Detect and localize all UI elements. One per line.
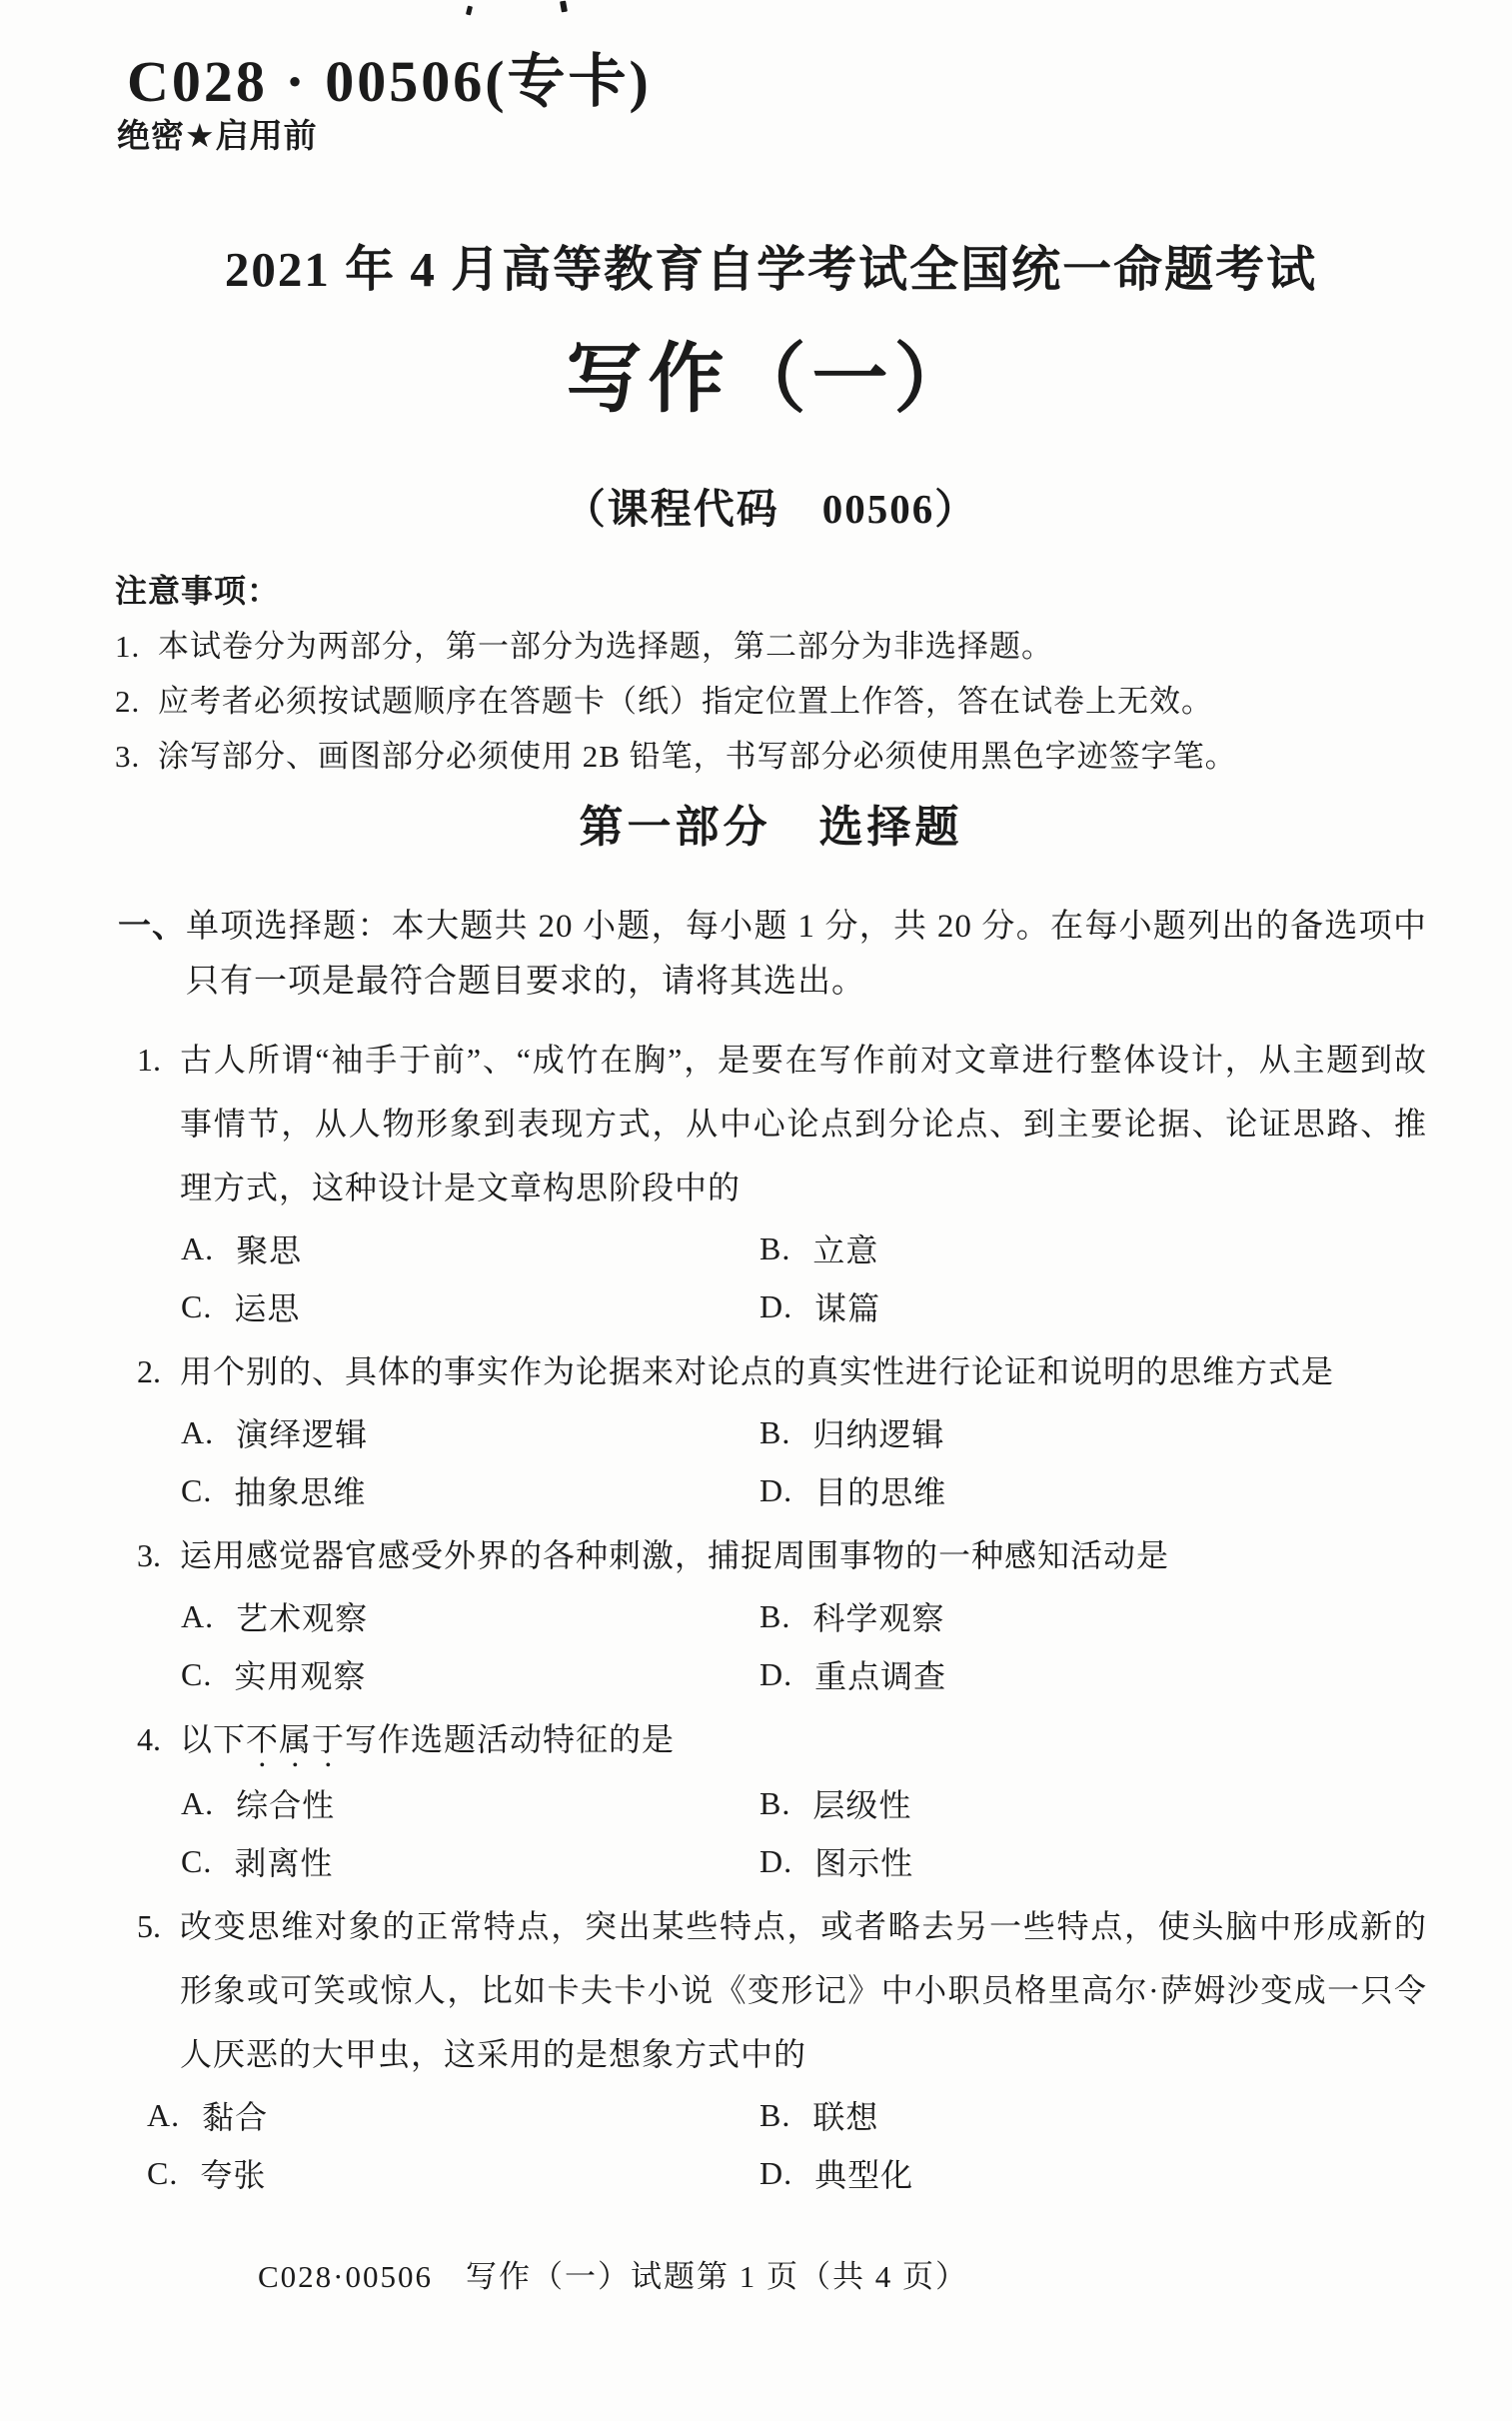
- option-label: D.: [759, 1842, 793, 1879]
- option-label: B.: [759, 1784, 791, 1821]
- option-label: B.: [759, 1597, 791, 1634]
- option-text: 运思: [234, 1290, 301, 1326]
- option-label: C.: [181, 1655, 213, 1692]
- option-text: 抽象思维: [234, 1474, 367, 1510]
- paper-code: C028 · 00506(专卡): [127, 49, 652, 114]
- option-text: 归纳逻辑: [812, 1416, 945, 1452]
- exam-session-title: 2021 年 4 月高等教育自学考试全国统一命题考试: [224, 242, 1318, 297]
- option-c: [181, 1645, 759, 1703]
- option-d: [759, 1645, 1427, 1703]
- option-a: [181, 1219, 759, 1277]
- option-text: 科学观察: [812, 1600, 945, 1636]
- option-c: [181, 1461, 759, 1519]
- question-text-segment: 写作选题活动特征的是: [345, 1721, 676, 1757]
- part-one-title: 第一部分 选择题: [579, 803, 963, 852]
- option-a: [181, 1403, 759, 1461]
- option-text: 目的思维: [814, 1474, 947, 1510]
- option-b: [759, 1774, 1427, 1832]
- option-d: [759, 1832, 1427, 1890]
- option-label: A.: [147, 2096, 181, 2133]
- options-grid: [181, 1587, 1427, 1703]
- subject-title: 写作（一）: [566, 338, 976, 422]
- option-text: 层级性: [812, 1787, 912, 1823]
- security-notice: 绝密★启用前: [117, 117, 318, 154]
- section-intro: [118, 900, 1427, 1010]
- option-label: B.: [759, 1229, 791, 1266]
- question-text: 运用感觉器官感受外界的各种刺激，捕捉周围事物的一种感知活动是: [180, 1537, 1170, 1573]
- question-text: 古人所谓“袖手于前”、“成竹在胸”，是要在写作前对文章进行整体设计，从主题到故事情节，从人物形象到表现方式，从中心论点到分论点、到主要论据、论证思路、推理方式，这种设计是文章构思阶段中的: [180, 1042, 1427, 1206]
- option-c: [147, 2144, 759, 2202]
- option-label: D.: [759, 1471, 793, 1508]
- option-text: 演绎逻辑: [236, 1416, 369, 1452]
- option-text: 图示性: [814, 1845, 914, 1881]
- options-grid: [147, 2086, 1427, 2202]
- scan-artifact: [560, 1, 568, 13]
- notice-number: 3.: [115, 739, 141, 774]
- page-footer: C028·00506 写作（一）试题第 1 页（共 4 页）: [258, 2259, 968, 2294]
- option-label: B.: [759, 2096, 791, 2133]
- question-number: 5.: [137, 1908, 161, 1944]
- notice-section: [115, 564, 1427, 784]
- question-text: 改变思维对象的正常特点，突出某些特点，或者略去另一些特点，使头脑中形成新的形象或可笑或惊人，比如卡夫卡小说《变形记》中小职员格里高尔·萨姆沙变成一只令人厌恶的大甲虫，这采用的是想象方式中的: [180, 1908, 1427, 2072]
- option-b: [759, 1587, 1427, 1645]
- notice-title: 注意事项：: [115, 573, 281, 609]
- notice-item: [115, 729, 1427, 784]
- option-a: [147, 2086, 759, 2144]
- option-text: 实用观察: [234, 1658, 367, 1694]
- option-d: [759, 2144, 1427, 2202]
- question-list: [115, 1028, 1427, 2202]
- option-label: C.: [147, 2154, 179, 2191]
- option-label: D.: [759, 1287, 793, 1324]
- question-number: 2.: [137, 1353, 161, 1389]
- option-text: 剥离性: [234, 1845, 334, 1881]
- question-text: 用个别的、具体的事实作为论据来对论点的真实性进行论证和说明的思维方式是: [180, 1353, 1335, 1389]
- notice-text: 本试卷分为两部分，第一部分为选择题，第二部分为非选择题。: [158, 629, 1053, 664]
- option-b: [759, 2086, 1427, 2144]
- question-number: 1.: [137, 1042, 161, 1078]
- notice-text: 涂写部分、画图部分必须使用 2B 铅笔，书写部分必须使用黑色字迹签字笔。: [158, 739, 1237, 774]
- option-b: [759, 1219, 1427, 1277]
- option-text: 重点调查: [814, 1658, 947, 1694]
- option-text: 聚思: [236, 1232, 303, 1268]
- option-label: C.: [181, 1471, 213, 1508]
- options-grid: [181, 1403, 1427, 1519]
- notice-item: [115, 674, 1427, 729]
- option-label: C.: [181, 1287, 213, 1324]
- question-item-5: [137, 1894, 1427, 2202]
- question-number: 3.: [137, 1537, 161, 1573]
- question-text-emphasized: 不属于: [246, 1721, 346, 1757]
- option-b: [759, 1403, 1427, 1461]
- option-text: 黏合: [202, 2099, 269, 2135]
- option-label: B.: [759, 1413, 791, 1450]
- option-text: 联想: [812, 2099, 879, 2135]
- option-label: C.: [181, 1842, 213, 1879]
- option-c: [181, 1277, 759, 1335]
- option-label: A.: [181, 1413, 215, 1450]
- option-label: D.: [759, 2154, 793, 2191]
- options-grid: [181, 1219, 1427, 1335]
- options-grid: [181, 1774, 1427, 1890]
- option-c: [181, 1832, 759, 1890]
- notice-number: 1.: [115, 629, 141, 664]
- question-item-1: [137, 1028, 1427, 1335]
- option-a: [181, 1774, 759, 1832]
- option-d: [759, 1277, 1427, 1335]
- option-text: 典型化: [814, 2157, 914, 2193]
- section-intro-text: 单项选择题：本大题共 20 小题，每小题 1 分，共 20 分。在每小题列出的备选项中只有一项是最符合题目要求的，请将其选出。: [186, 909, 1427, 1000]
- option-d: [759, 1461, 1427, 1519]
- option-a: [181, 1587, 759, 1645]
- option-label: A.: [181, 1229, 215, 1266]
- option-text: 艺术观察: [236, 1600, 369, 1636]
- option-text: 夸张: [200, 2157, 267, 2193]
- question-text-segment: 以下: [180, 1721, 247, 1757]
- option-label: A.: [181, 1597, 215, 1634]
- section-number: 一、: [118, 909, 186, 945]
- question-text: [180, 1707, 1427, 1774]
- option-label: A.: [181, 1784, 215, 1821]
- course-code: （课程代码 00506）: [564, 486, 978, 532]
- option-text: 综合性: [236, 1787, 336, 1823]
- notice-item: [115, 619, 1427, 674]
- option-text: 谋篇: [814, 1290, 881, 1326]
- question-item-4: [137, 1707, 1427, 1890]
- question-number: 4.: [137, 1721, 161, 1757]
- notice-text: 应考者必须按试题顺序在答题卡（纸）指定位置上作答，答在试卷上无效。: [158, 684, 1213, 719]
- notice-number: 2.: [115, 684, 141, 719]
- question-item-3: [137, 1523, 1427, 1703]
- question-item-2: [137, 1339, 1427, 1519]
- option-text: 立意: [812, 1232, 879, 1268]
- scan-artifact: [466, 6, 473, 16]
- option-label: D.: [759, 1655, 793, 1692]
